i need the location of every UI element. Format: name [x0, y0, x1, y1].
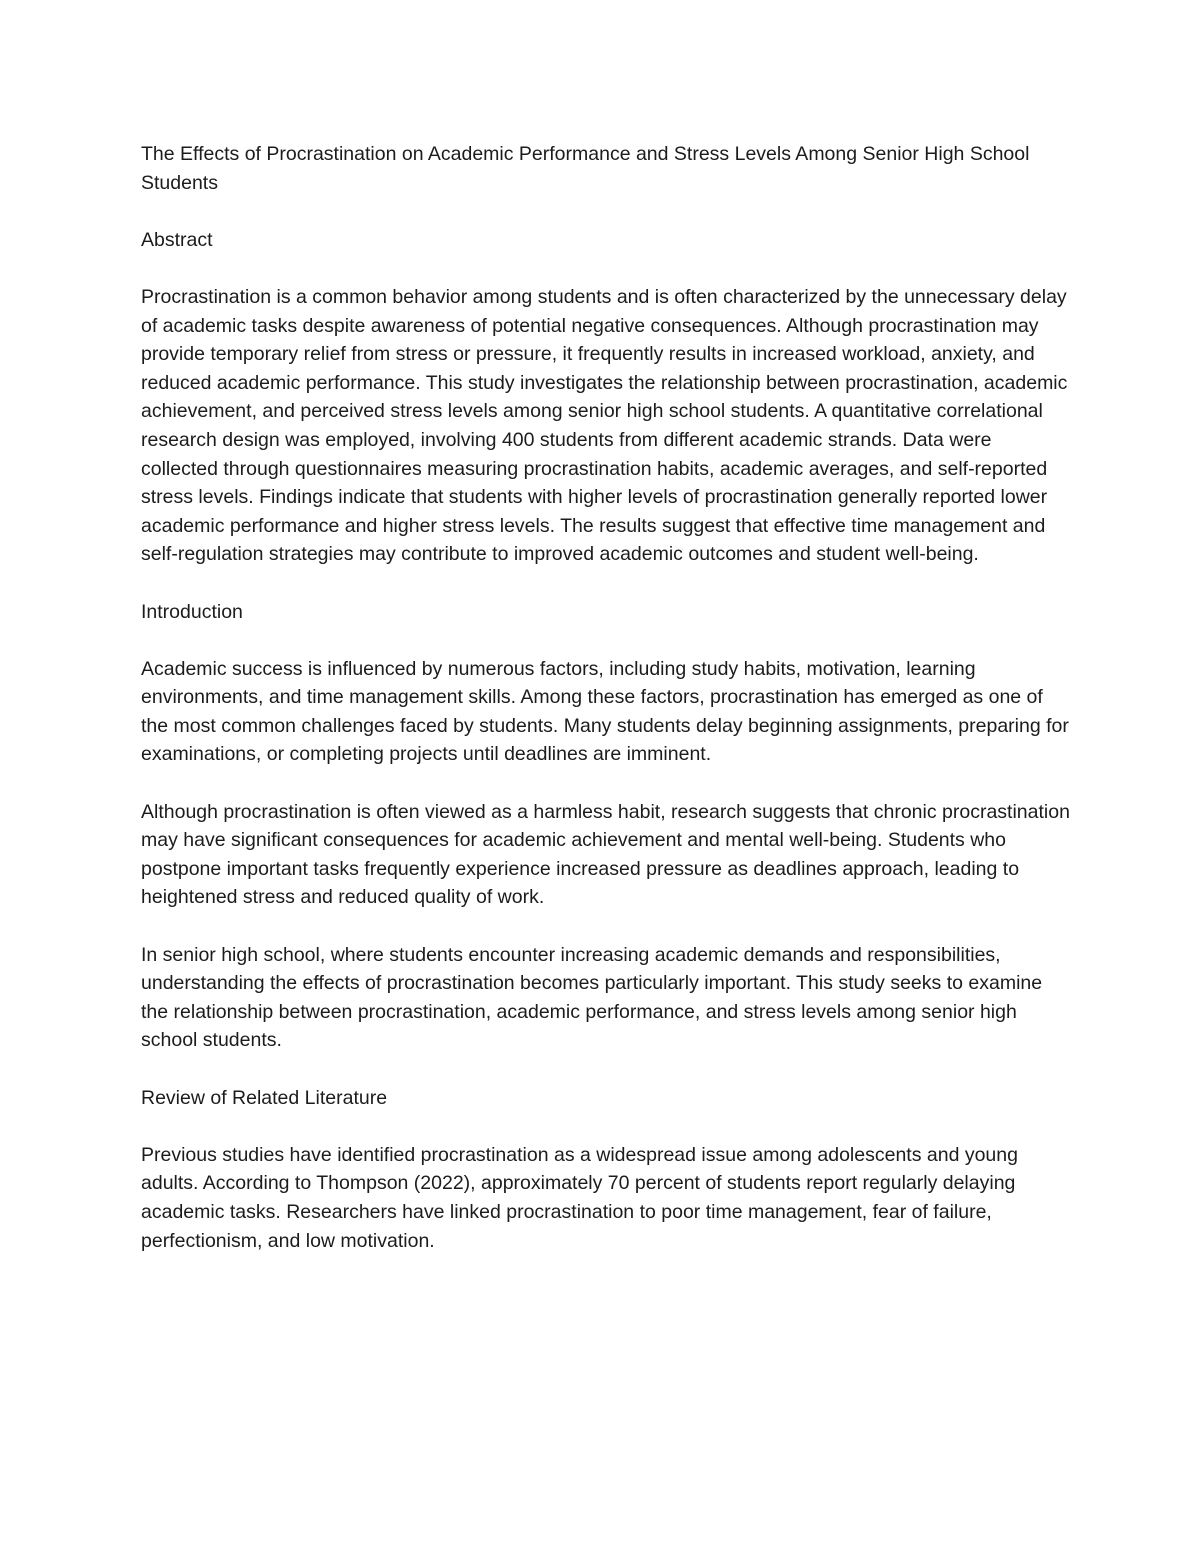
- review-paragraph-1: Previous studies have identified procrastination as a widespread issue among adolescents and young adults. According to Thompson (2022), approximately 70 percent of students report regularly delaying academic tasks. Researchers have linked procrastination to poor time management, fear of failure, perfectionism, and low motivation.: [141, 1143, 1018, 1252]
- introduction-heading: Introduction: [141, 600, 243, 623]
- document-body: [141, 140, 1071, 1284]
- introduction-paragraph-1: Academic success is influenced by numerous factors, including study habits, motivation, learning environments, and time management skills. Among these factors, procrastination has emerged as one of the most common challenges faced by students. Many students delay beginning assignments, preparing for examinations, or completing projects until deadlines are imminent.: [141, 657, 1069, 766]
- introduction-paragraph-3: In senior high school, where students encounter increasing academic demands and responsibilities, understanding the effects of procrastination becomes particularly important. This study seeks to examine the relationship between procrastination, academic performance, and stress levels among senior high school students.: [141, 943, 1043, 1052]
- introduction-paragraph-2: Although procrastination is often viewed as a harmless habit, research suggests that chronic procrastination may have significant consequences for academic achievement and mental well-being. Students who postpone important tasks frequently experience increased pressure as deadlines approach, leading to heightened stress and reduced quality of work.: [141, 800, 1070, 909]
- document-title: The Effects of Procrastination on Academic Performance and Stress Levels Among Senior High School Students: [141, 143, 1030, 194]
- review-heading: Review of Related Literature: [141, 1086, 388, 1109]
- abstract-paragraph: Procrastination is a common behavior among students and is often characterized by the unnecessary delay of academic tasks despite awareness of potential negative consequences. Although procrastination may provide temporary relief from stress or pressure, it frequently results in increased workload, anxiety, and reduced academic performance. This study investigates the relationship between procrastination, academic achievement, and perceived stress levels among senior high school students. A quantitative correlational research design was employed, involving 400 students from different academic strands. Data were collected through questionnaires measuring procrastination habits, academic averages, and self-reported stress levels. Findings indicate that students with higher levels of procrastination generally reported lower academic performance and higher stress levels. The results suggest that effective time management and self-regulation strategies may contribute to improved academic outcomes and student well-being.: [141, 285, 1068, 566]
- abstract-heading: Abstract: [141, 228, 213, 251]
